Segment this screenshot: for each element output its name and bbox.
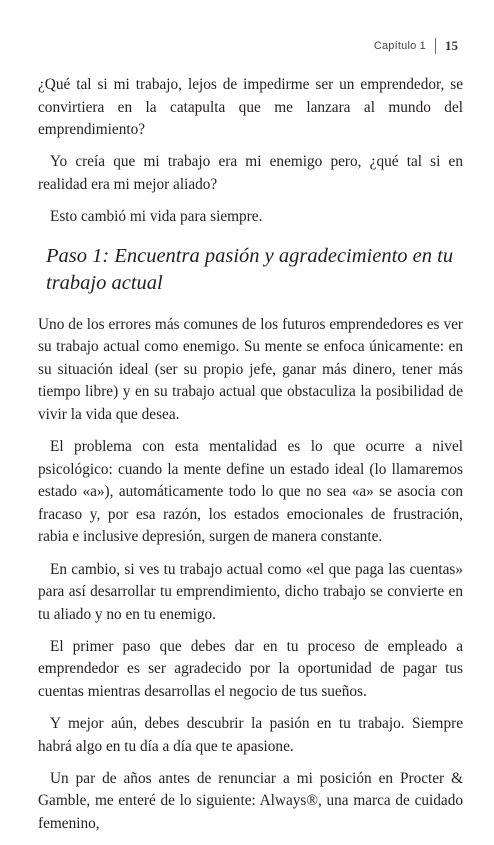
paragraph: Esto cambió mi vida para siempre.: [50, 207, 263, 225]
running-header: [374, 38, 458, 54]
paragraph: En cambio, si ves tu trabajo actual como «el que paga las cuentas» para así desarrollar tu emprendimiento, dicho trabajo se convierte en tu aliado y no en tu enemigo.: [38, 560, 463, 623]
paragraph: Yo creía que mi trabajo era mi enemigo pero, ¿qué tal si en realidad era mi mejor aliado?: [38, 153, 463, 193]
chapter-label: Capítulo 1: [373, 40, 426, 52]
paragraph: Y mejor aún, debes descubrir la pasión en tu trabajo. Siempre habrá algo en tu día a día que te apasione.: [38, 715, 463, 755]
paragraph: El problema con esta mentalidad es lo que ocurre a nivel psicológico: cuando la mente define un estado ideal (lo llamaremos estado «a»), automáticamente todo lo que no sea «a» se asocia con fracaso y, por esa razón, los estados emocionales de frustración, rabia e inclusive depresión, surgen de manera constante.: [38, 438, 463, 546]
section-heading: Paso 1: Encuentra pasión y agradecimiento en tu trabajo actual: [46, 244, 454, 294]
paragraph: ¿Qué tal si mi trabajo, lejos de impedirme ser un emprendedor, se convirtiera en la catapulta que me lanzara al mundo del emprendimiento?: [38, 76, 463, 139]
paragraph: Un par de años antes de renunciar a mi posición en Procter & Gamble, me enteré de lo siguiente: Always®, una marca de cuidado femenino,: [38, 769, 463, 832]
page-number: 15: [445, 38, 458, 53]
page-body: [38, 74, 463, 845]
paragraph: El primer paso que debes dar en tu proceso de empleado a emprendedor es ser agradecido por la oportunidad de pagar tus cuentas mientras desarrollas el negocio de tus sueños.: [38, 637, 463, 700]
header-divider: [435, 38, 436, 54]
paragraph: Uno de los errores más comunes de los futuros emprendedores es ver su trabajo actual como enemigo. Su mente se enfoca únicamente: en su situación ideal (ser su propio jefe, ganar más dinero, tener más tiempo libre) y en su trabajo actual que obstaculiza la posibilidad de vivir la vida que desea.: [38, 315, 463, 423]
